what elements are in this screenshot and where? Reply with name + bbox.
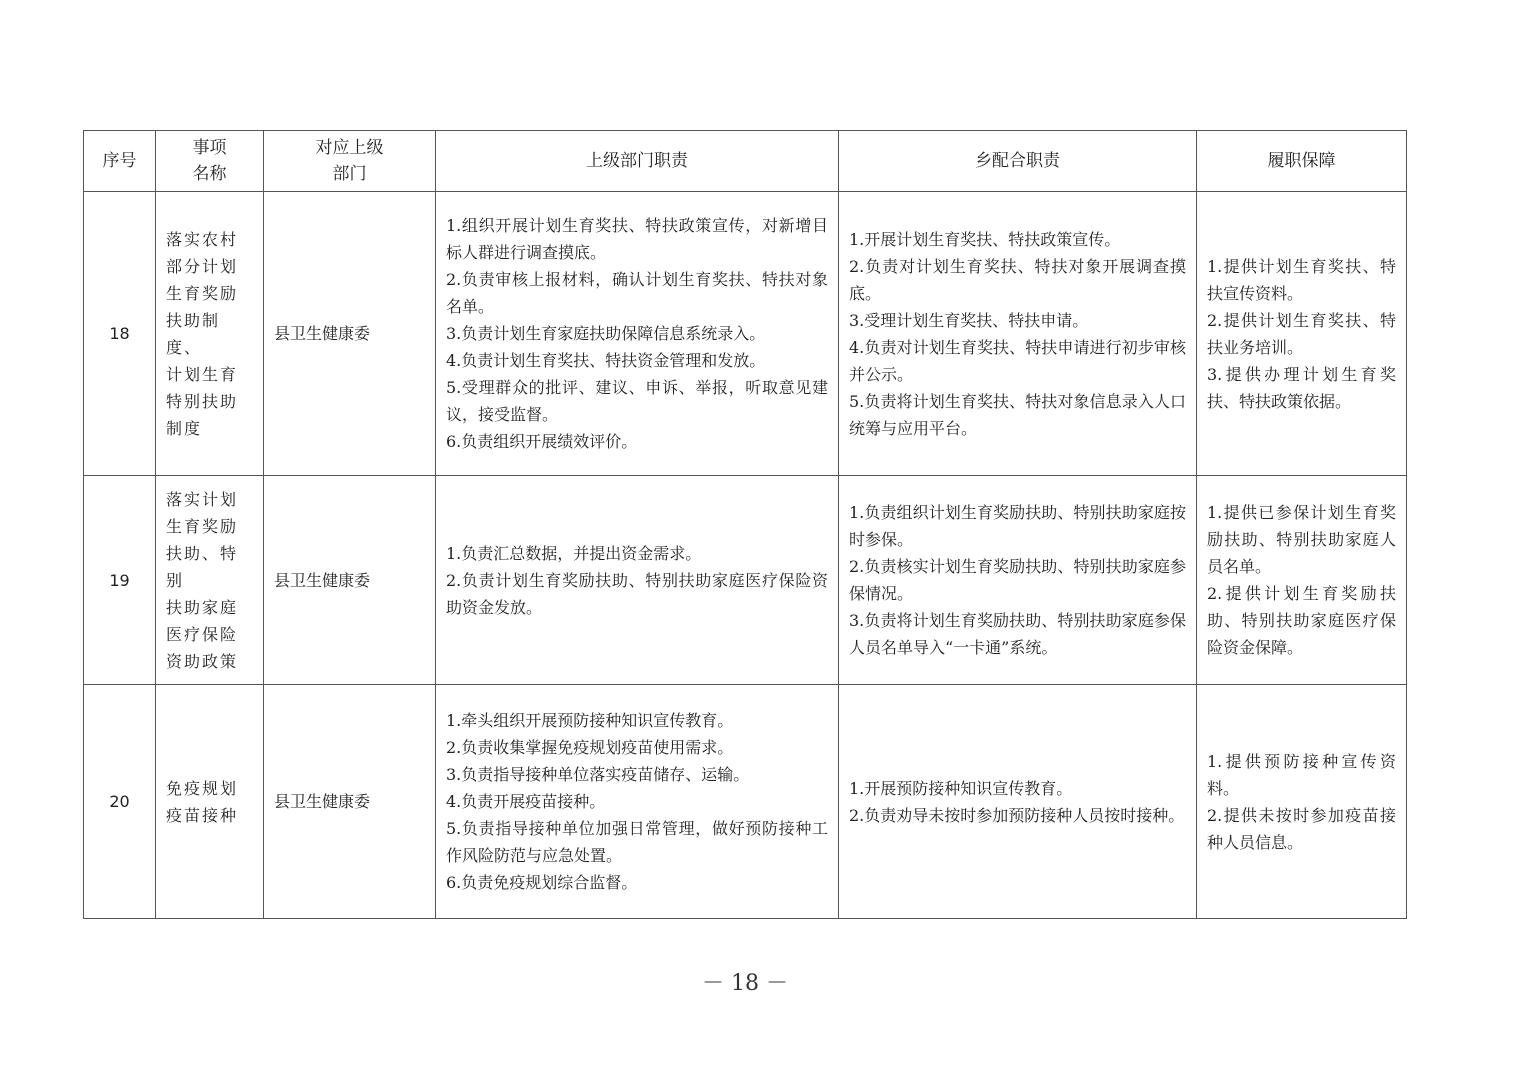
cell-item-name — [156, 192, 264, 476]
cell-guarantee — [1197, 685, 1407, 919]
duty-line: 5.负责将计划生育奖扶、特扶对象信息录入人口统筹与应用平台。 — [849, 391, 1186, 438]
duty-line: 1.负责汇总数据，并提出资金需求。 — [446, 543, 702, 563]
item-name-line: 资助政策 — [166, 651, 239, 671]
duty-line: 1.开展计划生育奖扶、特扶政策宣传。 — [849, 229, 1121, 249]
duty-line: 4.负责开展疫苗接种。 — [446, 792, 606, 811]
cell-seq: 18 — [84, 192, 156, 476]
cell-guarantee — [1197, 192, 1407, 476]
duty-line: 1.提供预防接种宣传资料。 — [1207, 751, 1396, 798]
duty-line: 2.提供未按时参加疫苗接种人员信息。 — [1207, 805, 1396, 852]
duty-line: 2.负责收集掌握免疫规划疫苗使用需求。 — [446, 738, 734, 757]
header-superior-dept-line2: 部门 — [332, 164, 367, 184]
item-name-line: 落实农村 — [166, 229, 239, 249]
duty-line: 3.受理计划生育奖扶、特扶申请。 — [849, 310, 1089, 330]
cell-seq: 20 — [84, 685, 156, 919]
duty-line: 2.负责劝导未按时参加预防接种人员按时接种。 — [849, 805, 1185, 825]
header-item-name-line1: 事项 — [192, 138, 227, 158]
duty-line: 6.负责组织开展绩效评价。 — [446, 432, 638, 451]
duty-line: 2.负责计划生育奖励扶助、特别扶助家庭医疗保险资助资金发放。 — [446, 570, 828, 617]
header-item-name — [156, 131, 264, 192]
duty-line: 3.负责计划生育家庭扶助保障信息系统录入。 — [446, 324, 766, 343]
cell-township-duties — [839, 476, 1197, 685]
cell-seq: 19 — [84, 476, 156, 685]
cell-superior-dept: 县卫生健康委 — [264, 476, 436, 685]
item-name-line: 免疫规划 — [166, 778, 239, 798]
duty-table — [83, 130, 1407, 919]
page-number: － 18 － — [702, 971, 788, 996]
table-row — [84, 192, 1407, 476]
item-name-line: 制度 — [166, 418, 203, 438]
table-row — [84, 685, 1407, 919]
item-name-line: 特别扶助 — [166, 391, 239, 411]
cell-superior-duties — [436, 685, 839, 919]
item-name-line: 落实计划 — [166, 489, 239, 509]
cell-item-name — [156, 476, 264, 685]
item-name-line: 医疗保险 — [166, 624, 239, 644]
item-name-line: 计划生育 — [166, 364, 239, 384]
duty-line: 1.开展预防接种知识宣传教育。 — [849, 778, 1073, 798]
cell-item-name — [156, 685, 264, 919]
duty-line: 1.牵头组织开展预防接种知识宣传教育。 — [446, 711, 734, 730]
item-name-line: 扶助家庭 — [166, 597, 239, 617]
cell-superior-dept: 县卫生健康委 — [264, 192, 436, 476]
table-row — [84, 476, 1407, 685]
cell-superior-duties — [436, 476, 839, 685]
duty-line: 3.负责将计划生育奖励扶助、特别扶助家庭参保人员名单导入“一卡通”系统。 — [849, 611, 1186, 657]
header-seq: 序号 — [84, 131, 156, 192]
cell-township-duties — [839, 192, 1197, 476]
item-name-line: 生育奖励 — [166, 283, 239, 303]
duty-line: 2.负责核实计划生育奖励扶助、特别扶助家庭参保情况。 — [849, 557, 1186, 603]
header-superior-dept-line1: 对应上级 — [315, 138, 384, 158]
duty-line: 2.负责对计划生育奖扶、特扶对象开展调查摸底。 — [849, 256, 1186, 303]
table-header-row — [84, 131, 1407, 192]
item-name-line: 疫苗接种 — [166, 805, 239, 825]
duty-line: 2.提供计划生育奖扶、特扶业务培训。 — [1207, 310, 1396, 357]
duty-line: 4.负责计划生育奖扶、特扶资金管理和发放。 — [446, 351, 766, 370]
duty-line: 5.受理群众的批评、建议、申诉、举报，听取意见建议，接受监督。 — [446, 378, 828, 424]
item-name-line: 扶助、特别 — [166, 543, 239, 590]
item-name-line: 扶助制度、 — [166, 310, 221, 357]
header-item-name-line2: 名称 — [192, 164, 227, 184]
cell-guarantee — [1197, 476, 1407, 685]
duty-line: 1.负责组织计划生育奖励扶助、特别扶助家庭按时参保。 — [849, 503, 1186, 549]
duty-line: 3.提供办理计划生育奖扶、特扶政策依据。 — [1207, 364, 1396, 411]
item-name-line: 部分计划 — [166, 256, 239, 276]
duty-line: 1.提供计划生育奖扶、特扶宣传资料。 — [1207, 256, 1396, 303]
duty-line: 6.负责免疫规划综合监督。 — [446, 873, 638, 892]
header-township-duties: 乡配合职责 — [839, 131, 1197, 192]
header-superior-dept — [264, 131, 436, 192]
duty-line: 5.负责指导接种单位加强日常管理，做好预防接种工作风险防范与应急处置。 — [446, 819, 828, 865]
duty-line: 1.提供已参保计划生育奖励扶助、特别扶助家庭人员名单。 — [1207, 503, 1396, 576]
cell-superior-dept: 县卫生健康委 — [264, 685, 436, 919]
header-superior-duties: 上级部门职责 — [436, 131, 839, 192]
cell-superior-duties — [436, 192, 839, 476]
duty-line: 2.负责审核上报材料，确认计划生育奖扶、特扶对象名单。 — [446, 270, 828, 316]
duty-line: 3.负责指导接种单位落实疫苗储存、运输。 — [446, 765, 750, 784]
duty-line: 1.组织开展计划生育奖扶、特扶政策宣传，对新增目标人群进行调查摸底。 — [446, 216, 828, 262]
duty-line: 2.提供计划生育奖励扶助、特别扶助家庭医疗保险资金保障。 — [1207, 584, 1396, 657]
item-name-line: 生育奖励 — [166, 516, 239, 536]
cell-township-duties — [839, 685, 1197, 919]
duty-line: 4.负责对计划生育奖扶、特扶申请进行初步审核并公示。 — [849, 337, 1186, 384]
header-guarantee: 履职保障 — [1197, 131, 1407, 192]
